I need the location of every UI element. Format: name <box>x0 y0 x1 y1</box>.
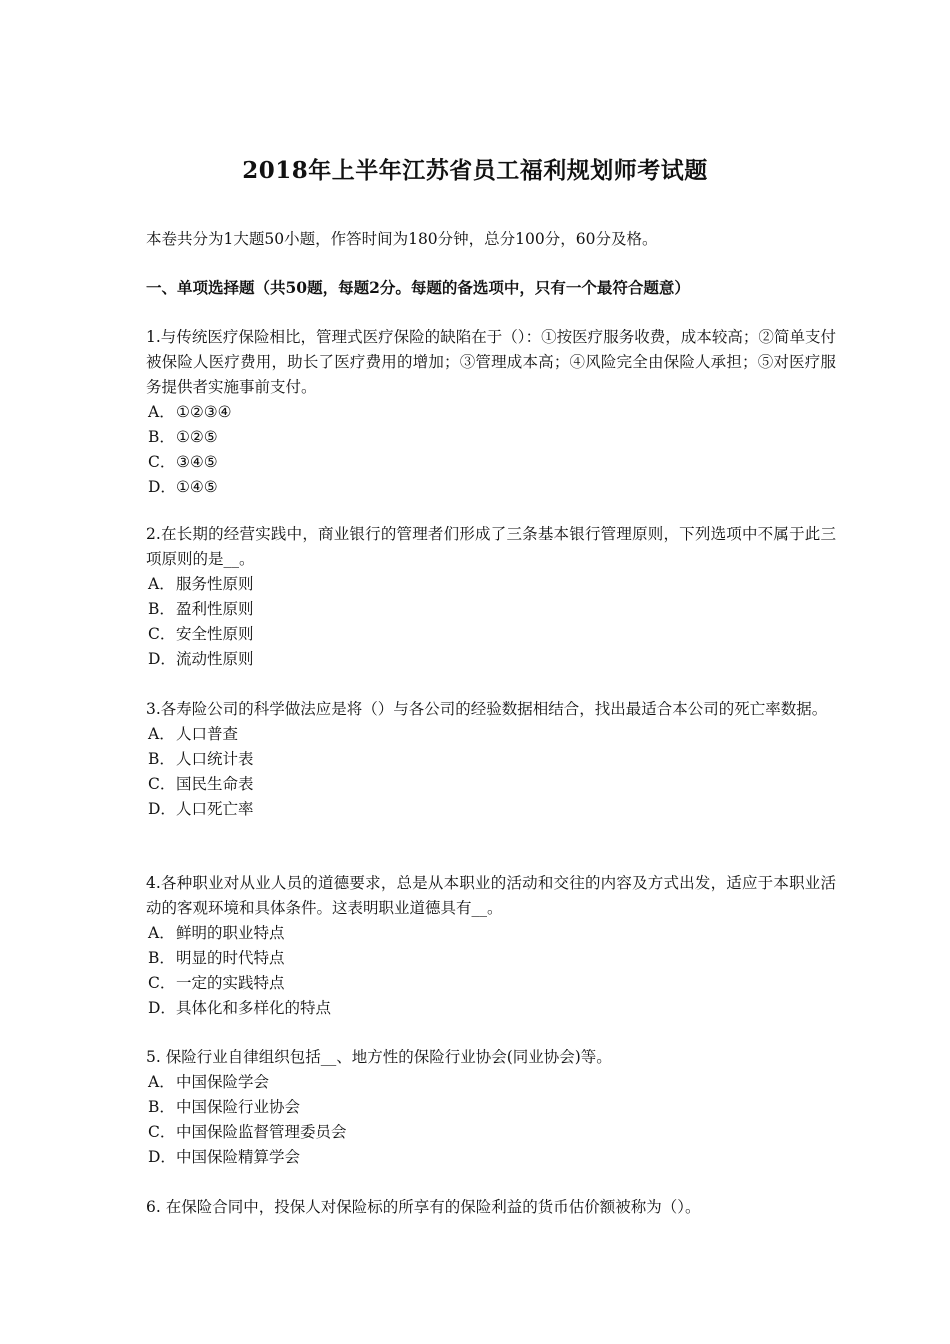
option-letter: D． <box>148 999 176 1017</box>
option-letter: D． <box>148 478 176 496</box>
option-list <box>146 1070 836 1170</box>
option-b <box>146 1095 836 1120</box>
option-d <box>146 647 836 672</box>
question-stem: 2.在长期的经营实践中，商业银行的管理者们形成了三条基本银行管理原则，下列选项中不属于此三项原则的是__。 <box>146 525 836 568</box>
option-list <box>146 572 836 672</box>
option-a <box>146 572 836 597</box>
option-letter: C． <box>148 1123 176 1141</box>
option-letter: C． <box>148 625 176 643</box>
option-letter: B． <box>148 1098 175 1116</box>
option-letter: C． <box>148 775 176 793</box>
question-stem: 4.各种职业对从业人员的道德要求，总是从本职业的活动和交往的内容及方式出发，适应于本职业活动的客观环境和具体条件。这表明职业道德具有__。 <box>146 874 836 917</box>
option-b <box>146 425 836 450</box>
question-stem: 3.各寿险公司的科学做法应是将（）与各公司的经验数据相结合，找出最适合本公司的死亡率数据。 <box>146 700 828 718</box>
option-letter: B． <box>148 750 175 768</box>
option-d <box>146 1145 836 1170</box>
option-a <box>146 400 836 425</box>
option-list <box>146 722 836 822</box>
page-title: 2018年上半年江苏省员工福利规划师考试题 <box>242 157 708 184</box>
option-c <box>146 772 836 797</box>
option-letter: B． <box>148 428 175 446</box>
option-letter: C． <box>148 453 176 471</box>
option-letter: A． <box>148 924 175 942</box>
option-text: 盈利性原则 <box>176 600 254 618</box>
question-stem: 1.与传统医疗保险相比，管理式医疗保险的缺陷在于（）：①按医疗服务收费，成本较高；②简单支付被保险人医疗费用，助长了医疗费用的增加；③管理成本高；④风险完全由保险人承担；⑤对医疗服务提供者实施事前支付。 <box>146 328 836 396</box>
option-list <box>146 400 836 500</box>
option-text: 流动性原则 <box>176 650 254 668</box>
option-text: 中国保险精算学会 <box>176 1148 301 1166</box>
option-b <box>146 946 836 971</box>
option-d <box>146 475 836 500</box>
option-text: 一定的实践特点 <box>176 974 285 992</box>
question-stem: 6. 在保险合同中，投保人对保险标的所享有的保险利益的货币估价额被称为（）。 <box>146 1198 701 1216</box>
option-text: ①④⑤ <box>176 478 218 496</box>
section-heading: 一、单项选择题（共50题，每题2分。每题的备选项中，只有一个最符合题意） <box>146 278 690 297</box>
option-text: 人口统计表 <box>176 750 254 768</box>
option-c <box>146 1120 836 1145</box>
option-text: 明显的时代特点 <box>176 949 285 967</box>
exam-intro: 本卷共分为1大题50小题，作答时间为180分钟，总分100分，60分及格。 <box>146 230 658 248</box>
option-letter: A． <box>148 725 175 743</box>
question-3 <box>146 697 836 822</box>
question-6 <box>146 1195 836 1220</box>
question-5 <box>146 1045 836 1170</box>
question-4 <box>146 871 836 1021</box>
option-a <box>146 921 836 946</box>
option-text: ①②③④ <box>176 403 232 421</box>
option-text: 国民生命表 <box>176 775 254 793</box>
option-text: 人口死亡率 <box>176 800 254 818</box>
option-text: 安全性原则 <box>176 625 254 643</box>
option-letter: A． <box>148 575 175 593</box>
option-c <box>146 971 836 996</box>
option-letter: A． <box>148 1073 175 1091</box>
question-stem: 5. 保险行业自律组织包括__、地方性的保险行业协会(同业协会)等。 <box>146 1048 612 1066</box>
question-2 <box>146 522 836 672</box>
option-d <box>146 996 836 1021</box>
option-list <box>146 921 836 1021</box>
option-a <box>146 722 836 747</box>
option-text: ③④⑤ <box>176 453 218 471</box>
option-b <box>146 597 836 622</box>
option-text: 中国保险监督管理委员会 <box>176 1123 347 1141</box>
option-b <box>146 747 836 772</box>
option-text: 中国保险行业协会 <box>176 1098 301 1116</box>
option-letter: A． <box>148 403 175 421</box>
question-1 <box>146 325 836 500</box>
option-a <box>146 1070 836 1095</box>
option-letter: D． <box>148 800 176 818</box>
option-letter: D． <box>148 650 176 668</box>
option-letter: D． <box>148 1148 176 1166</box>
option-c <box>146 450 836 475</box>
option-text: 鲜明的职业特点 <box>176 924 285 942</box>
option-text: ①②⑤ <box>176 428 218 446</box>
option-text: 人口普查 <box>176 725 239 743</box>
option-text: 服务性原则 <box>176 575 254 593</box>
option-text: 中国保险学会 <box>176 1073 270 1091</box>
option-text: 具体化和多样化的特点 <box>176 999 332 1017</box>
option-letter: C． <box>148 974 176 992</box>
option-letter: B． <box>148 949 175 967</box>
option-d <box>146 797 836 822</box>
option-c <box>146 622 836 647</box>
option-letter: B． <box>148 600 175 618</box>
